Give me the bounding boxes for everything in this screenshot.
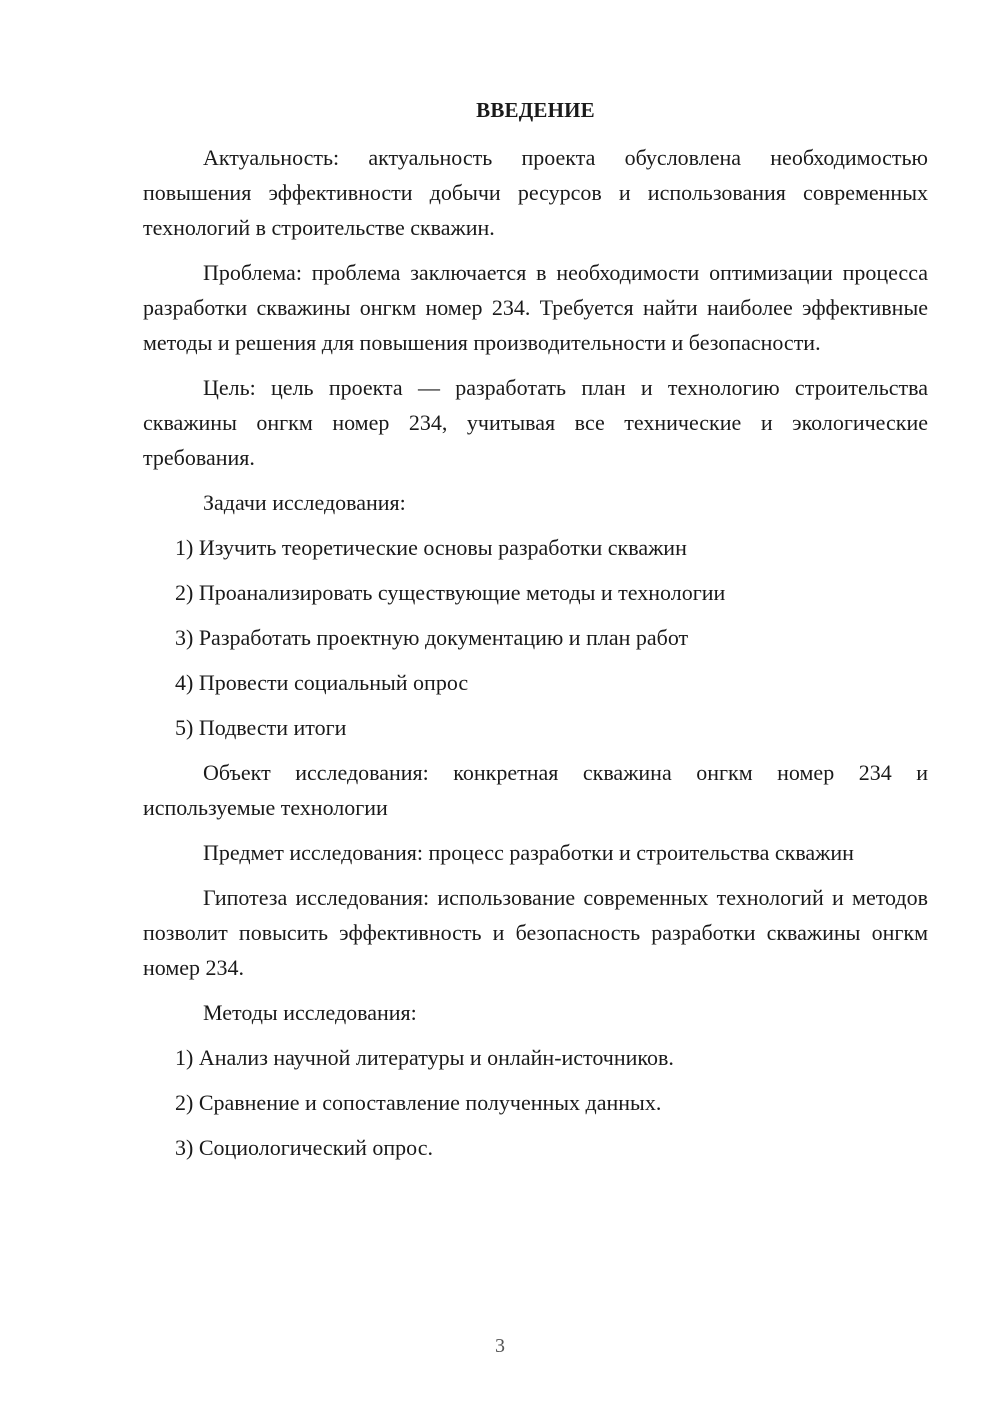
methods-heading: Методы исследования:	[203, 1000, 417, 1025]
task-item: 1) Изучить теоретические основы разработки скважин	[175, 535, 687, 560]
page-number: 3	[495, 1335, 505, 1357]
tasks-heading: Задачи исследования:	[203, 490, 406, 515]
methods-list	[143, 1040, 928, 1165]
document-title: ВВЕДЕНИЕ	[476, 98, 595, 122]
problem-paragraph: Проблема: проблема заключается в необходимости оптимизации процесса разработки скважины онгкм номер 234. Требуется найти наиболее эффективные методы и решения для повышения производительности и безопасности.	[143, 260, 928, 355]
hypothesis-paragraph: Гипотеза исследования: использование современных технологий и методов позволит повысить эффективность и безопасность разработки скважины онгкм номер 234.	[143, 885, 928, 980]
method-item: 3) Социологический опрос.	[175, 1135, 433, 1160]
object-paragraph: Объект исследования: конкретная скважина онгкм номер 234 и используемые технологии	[143, 760, 928, 820]
method-item: 1) Анализ научной литературы и онлайн-источников.	[175, 1045, 674, 1070]
tasks-list	[143, 530, 928, 745]
document-page	[143, 93, 928, 1175]
task-item: 2) Проанализировать существующие методы и технологии	[175, 580, 726, 605]
task-item: 5) Подвести итоги	[175, 715, 347, 740]
method-item: 2) Сравнение и сопоставление полученных данных.	[175, 1090, 662, 1115]
relevance-paragraph: Актуальность: актуальность проекта обусловлена необходимостью повышения эффективности добычи ресурсов и использования современных технологий в строительстве скважин.	[143, 145, 928, 240]
task-item: 3) Разработать проектную документацию и план работ	[175, 625, 689, 650]
goal-paragraph: Цель: цель проекта — разработать план и технологию строительства скважины онгкм номер 234, учитывая все технические и экологические требования.	[143, 375, 928, 470]
task-item: 4) Провести социальный опрос	[175, 670, 469, 695]
subject-paragraph: Предмет исследования: процесс разработки и строительства скважин	[203, 840, 854, 865]
